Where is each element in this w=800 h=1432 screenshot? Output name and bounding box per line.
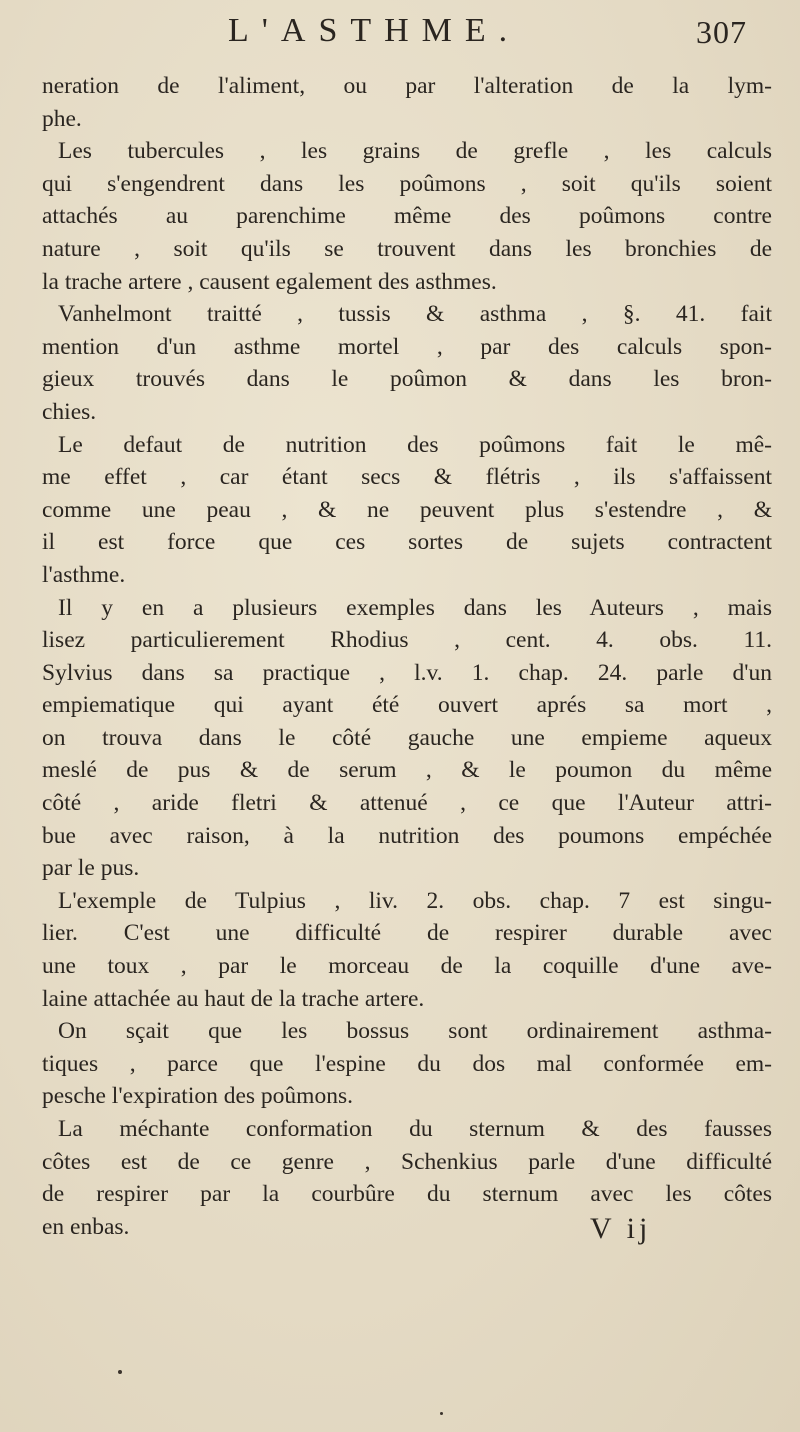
text-line: lisez particulierement Rhodius , cent. 4. obs. 11. <box>42 627 772 654</box>
text-line: phe. <box>42 105 82 132</box>
text-line: L'exemple de Tulpius , liv. 2. obs. chap. 7 est singu- <box>58 887 772 914</box>
text-line: On sçait que les bossus sont ordinairement asthma- <box>58 1018 772 1045</box>
text-line: mention d'un asthme mortel , par des calculs spon- <box>42 333 772 360</box>
text-line: attachés au parenchime même des poûmons contre <box>42 203 772 230</box>
text-line: Vanhelmont traitté , tussis & asthma , §. 41. fait <box>58 301 772 328</box>
page-header <box>0 6 800 62</box>
body-text <box>42 70 772 1243</box>
page-number: 307 <box>696 14 747 50</box>
text-line: l'asthme. <box>42 561 126 588</box>
text-line: côtes est de ce genre , Schenkius parle d'une difficulté <box>42 1148 772 1175</box>
text-line: on trouva dans le côté gauche une empieme aqueux <box>42 724 772 751</box>
text-line: qui s'engendrent dans les poûmons , soit qu'ils soient <box>42 170 772 197</box>
text-line: de respirer par la courbûre du sternum avec les côtes <box>42 1181 772 1208</box>
text-line: nature , soit qu'ils se trouvent dans les bronchies de <box>42 235 772 262</box>
text-line: lier. C'est une difficulté de respirer durable avec <box>42 920 772 947</box>
text-line: Il y en a plusieurs exemples dans les Auteurs , mais <box>58 594 772 621</box>
text-line: une toux , par le morceau de la coquille d'une ave- <box>42 953 772 980</box>
text-line: Sylvius dans sa practique , l.v. 1. chap. 24. parle d'un <box>42 659 772 686</box>
text-line: chies. <box>42 398 97 425</box>
text-line: comme une peau , & ne peuvent plus s'estendre , & <box>42 496 772 523</box>
text-line: pesche l'expiration des poûmons. <box>42 1083 353 1110</box>
text-line: La méchante conformation du sternum & des fausses <box>58 1116 772 1142</box>
text-line: la trache artere , causent egalement des asthmes. <box>42 268 497 295</box>
text-line: en enbas. <box>42 1213 130 1240</box>
signature-mark: V ij <box>590 1212 652 1245</box>
text-line: il est force que ces sortes de sujets contractent <box>42 529 772 556</box>
ink-speck <box>118 1370 122 1374</box>
text-line: gieux trouvés dans le poûmon & dans les bron- <box>42 366 772 393</box>
text-line: par le pus. <box>42 855 140 882</box>
text-line: me effet , car étant secs & flétris , ils s'affaissent <box>42 464 772 491</box>
text-line: bue avec raison, à la nutrition des poumons empéchée <box>42 822 772 849</box>
ink-speck <box>440 1412 443 1415</box>
text-line: côté , aride fletri & attenué , ce que l'Auteur attri- <box>42 790 772 817</box>
text-line: laine attachée au haut de la trache artere. <box>42 985 425 1012</box>
text-line: Les tubercules , les grains de grefle , les calculs <box>58 138 772 165</box>
text-line: meslé de pus & de serum , & le poumon du même <box>42 757 772 784</box>
text-line: neration de l'aliment, ou par l'alteration de la lym- <box>42 73 772 99</box>
text-line: Le defaut de nutrition des poûmons fait le mê- <box>58 431 772 458</box>
running-title: L'ASTHME. <box>228 12 521 49</box>
text-line: empiematique qui ayant été ouvert aprés sa mort , <box>42 692 772 719</box>
text-line: tiques , parce que l'espine du dos mal conformée em- <box>42 1050 772 1077</box>
